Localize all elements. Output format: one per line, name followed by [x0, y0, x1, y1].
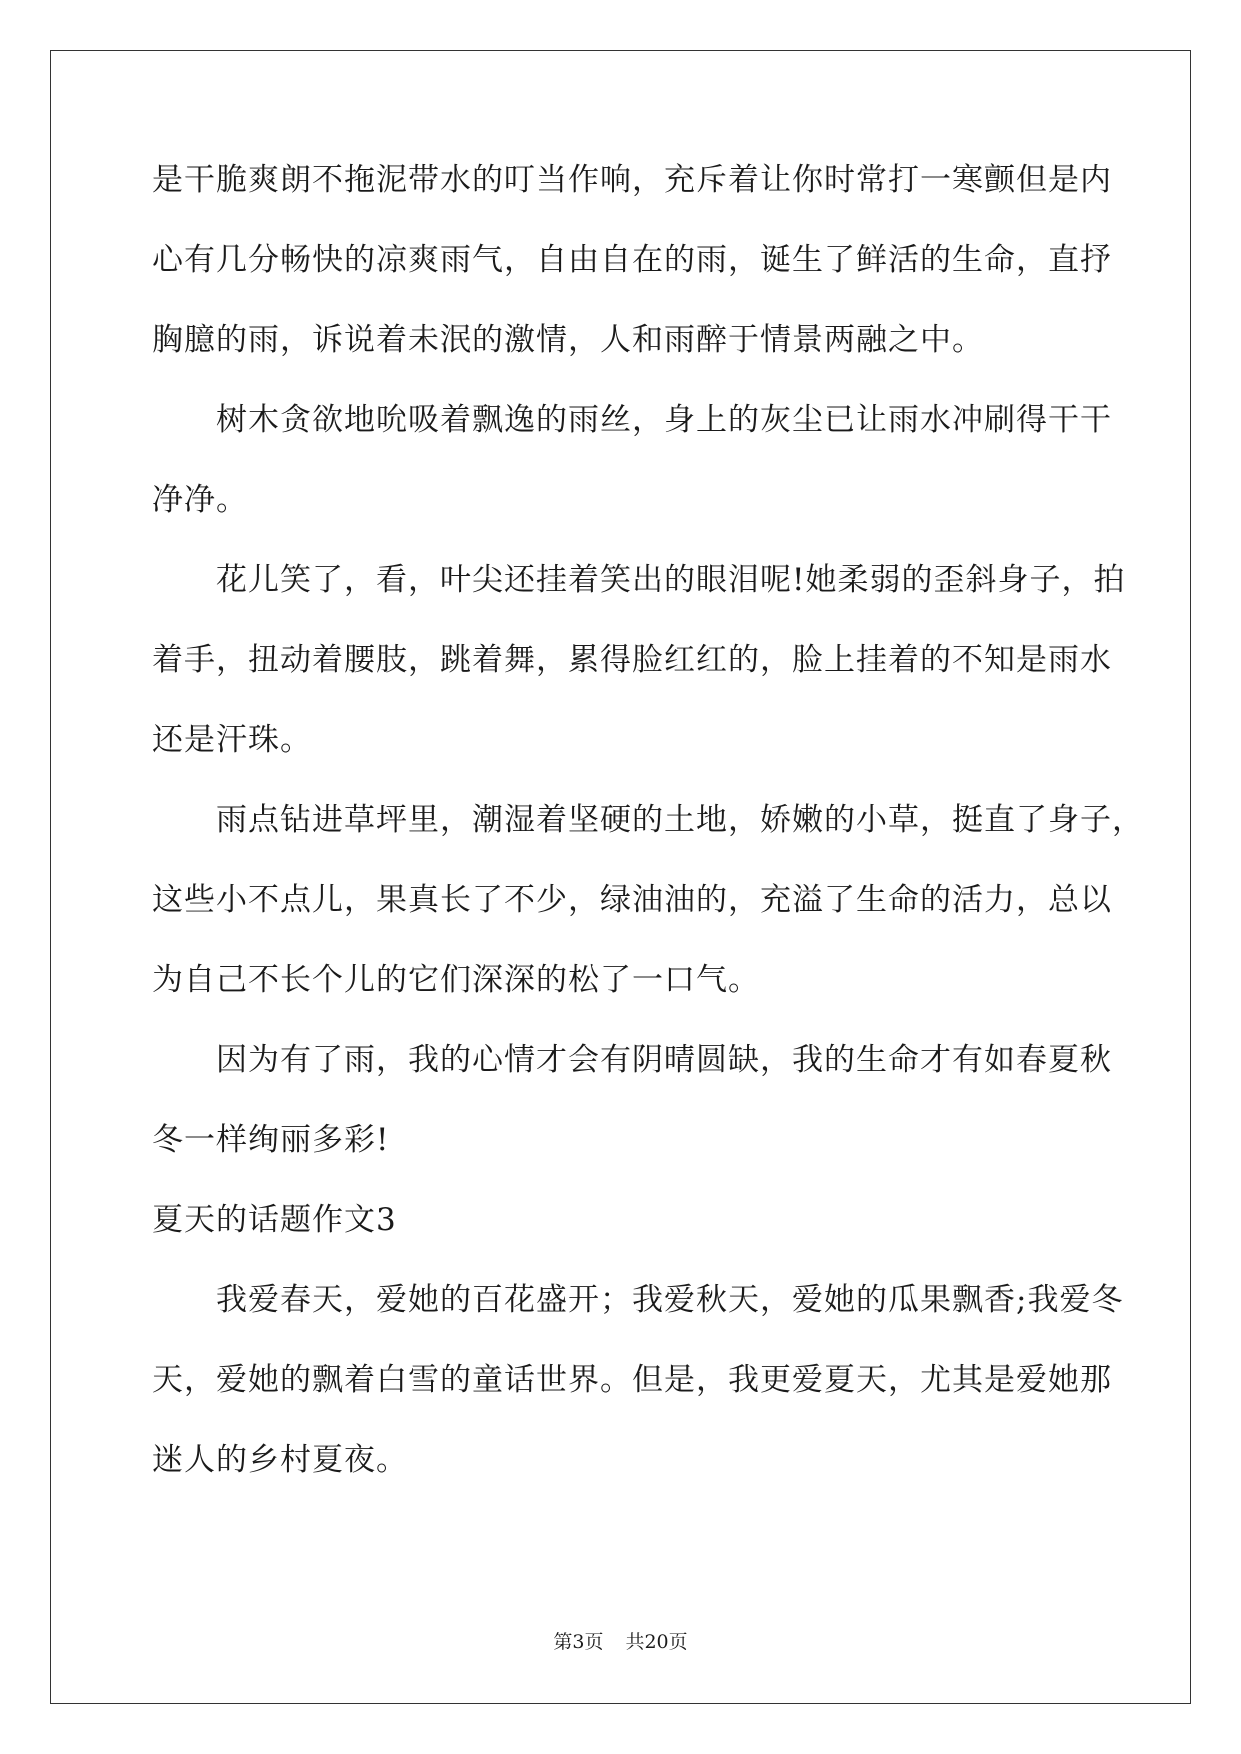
text-line: 是干脆爽朗不拖泥带水的叮当作响，充斥着让你时常打一寒颤但是内 [152, 162, 1112, 198]
paragraph-start-line: 我爱春天，爱她的百花盛开；我爱秋天，爱她的瓜果飘香;我爱冬 [216, 1282, 1124, 1318]
text-line: 冬一样绚丽多彩! [152, 1122, 390, 1158]
text-line: 胸臆的雨，诉说着未泯的激情，人和雨醉于情景两融之中。 [152, 322, 984, 358]
paragraph-start-line: 树木贪欲地吮吸着飘逸的雨丝，身上的灰尘已让雨水冲刷得干干 [216, 402, 1112, 438]
text-line: 着手，扭动着腰肢，跳着舞，累得脸红红的，脸上挂着的不知是雨水 [152, 642, 1112, 678]
paragraph-start-line: 雨点钻进草坪里，潮湿着坚硬的土地，娇嫩的小草，挺直了身子， [216, 802, 1144, 838]
text-line: 心有几分畅快的凉爽雨气，自由自在的雨，诞生了鲜活的生命，直抒 [152, 242, 1112, 278]
paragraph-start-line: 因为有了雨，我的心情才会有阴晴圆缺，我的生命才有如春夏秋 [216, 1042, 1112, 1078]
document-body [152, 160, 1144, 1520]
text-line: 迷人的乡村夏夜。 [152, 1442, 408, 1478]
paragraph-start-line: 花儿笑了，看，叶尖还挂着笑出的眼泪呢!她柔弱的歪斜身子，拍 [216, 562, 1126, 598]
text-line: 这些小不点儿，果真长了不少，绿油油的，充溢了生命的活力，总以 [152, 882, 1112, 918]
text-line: 净净。 [152, 482, 248, 518]
text-line: 还是汗珠。 [152, 722, 312, 758]
section-heading: 夏天的话题作文3 [152, 1202, 397, 1238]
page-total: 共20页 [625, 1631, 688, 1653]
page-footer [0, 1627, 1241, 1654]
text-line: 天，爱她的飘着白雪的童话世界。但是，我更爱夏天，尤其是爱她那 [152, 1362, 1112, 1398]
page-number: 第3页 [553, 1631, 604, 1653]
text-line: 为自己不长个儿的它们深深的松了一口气。 [152, 962, 760, 998]
